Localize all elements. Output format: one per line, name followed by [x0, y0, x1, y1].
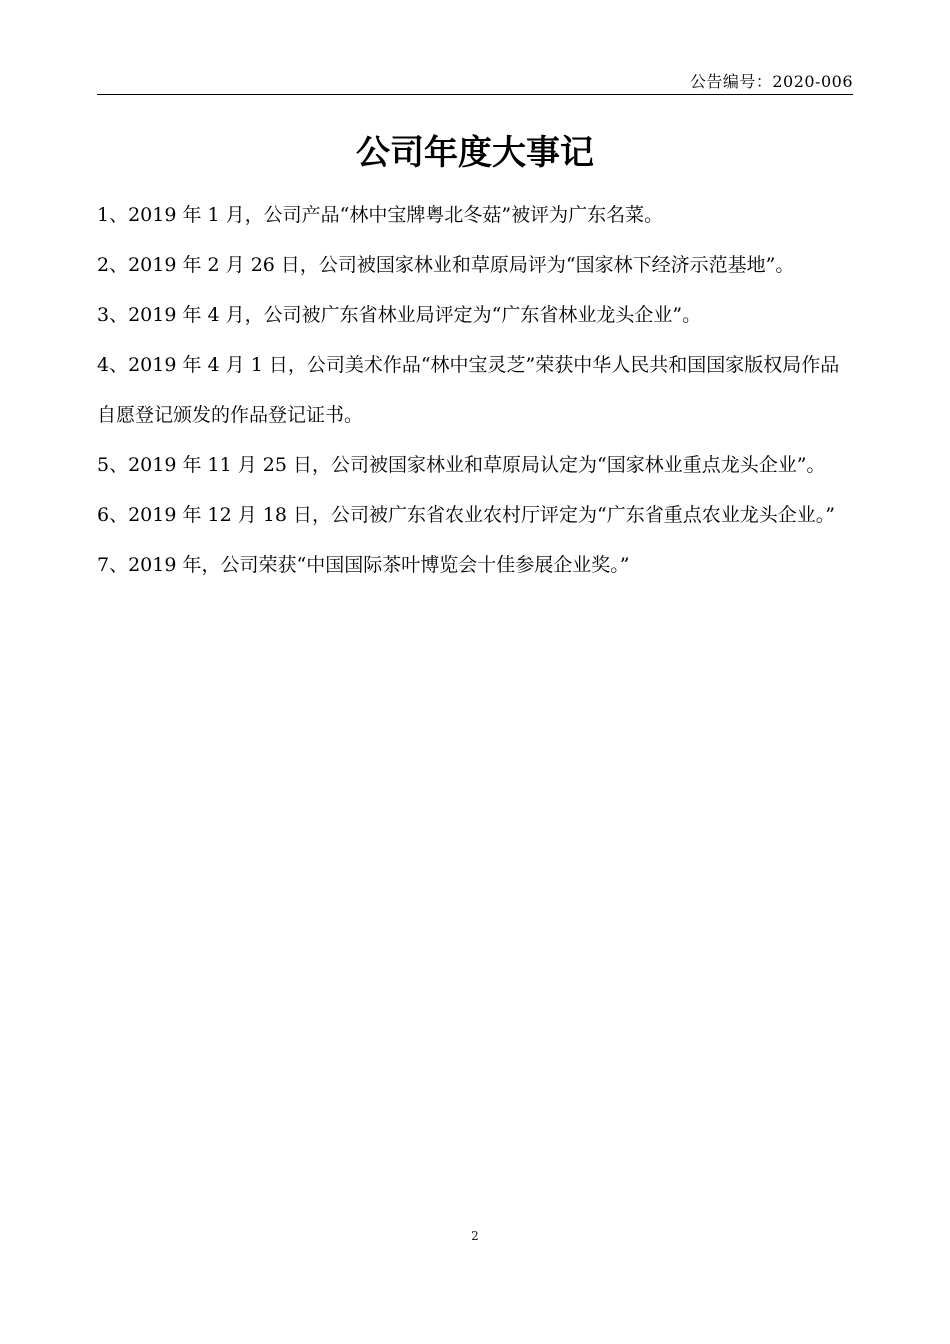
event-item-3: 3、2019 年 4 月，公司被广东省林业局评定为“广东省林业龙头企业”。 [97, 304, 702, 326]
event-list [97, 190, 853, 590]
announcement-number: 公告编号：2020-006 [689, 72, 853, 91]
page-header [97, 64, 853, 95]
event-item-5: 5、2019 年 11 月 25 日，公司被国家林业和草原局认定为“国家林业重点龙头企业”。 [97, 454, 826, 476]
event-item-7: 7、2019 年，公司荣获“中国国际茶叶博览会十佳参展企业奖。” [97, 554, 630, 576]
event-item-2: 2、2019 年 2 月 26 日，公司被国家林业和草原局评为“国家林下经济示范基地”。 [97, 254, 795, 276]
event-item-1: 1、2019 年 1 月，公司产品“林中宝牌粤北冬菇”被评为广东名菜。 [97, 204, 664, 226]
event-item-6: 6、2019 年 12 月 18 日，公司被广东省农业农村厅评定为“广东省重点农业龙头企业。” [97, 504, 835, 526]
page-title: 公司年度大事记 [356, 133, 594, 173]
event-item-4: 4、2019 年 4 月 1 日，公司美术作品“林中宝灵芝”荣获中华人民共和国国家版权局作品自愿登记颁发的作品登记证书。 [97, 354, 840, 426]
page-number: 2 [471, 1229, 479, 1243]
